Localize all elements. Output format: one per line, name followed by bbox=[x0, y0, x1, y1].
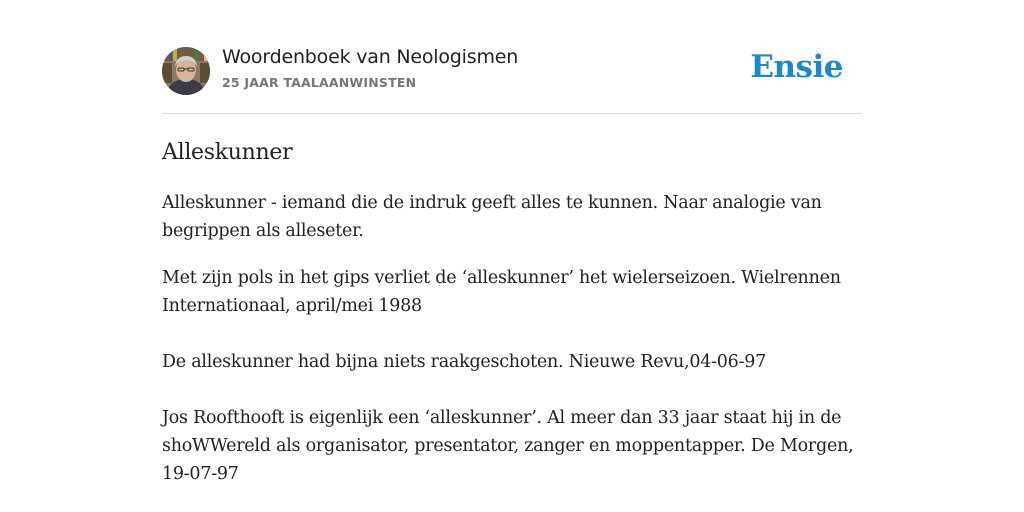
author-photo-icon bbox=[162, 47, 210, 95]
entry-definition: Alleskunner - iemand die de indruk geeft alles te kunnen. Naar analogie van begrippen als alleseter. bbox=[162, 193, 822, 241]
entry-content bbox=[162, 138, 862, 488]
entry-title: Alleskunner bbox=[162, 140, 293, 165]
page bbox=[162, 0, 862, 488]
site-header bbox=[162, 47, 862, 114]
quote-paragraph: Met zijn pols in het gips verliet de ‘alleskunner’ het wielerseizoen. Wielrennen Internationaal, april/mei 1988 bbox=[162, 268, 841, 316]
quote-paragraph: Jos Roofthooft is eigenlijk een ‘alleskunner’. Al meer dan 33 jaar staat hij in de shoWWereld als organisator, presentator, zanger en moppentapper. De Morgen, 19-07-97 bbox=[162, 408, 854, 484]
avatar[interactable] bbox=[162, 47, 210, 95]
blog-subtitle: 25 JAAR TAALAANWINSTEN bbox=[222, 75, 417, 90]
quote-paragraph: De alleskunner had bijna niets raakgeschoten. Nieuwe Revu,04-06-97 bbox=[162, 352, 766, 372]
ensie-logo[interactable]: Ensie bbox=[750, 49, 843, 85]
blog-title[interactable]: Woordenboek van Neologismen bbox=[222, 46, 519, 68]
